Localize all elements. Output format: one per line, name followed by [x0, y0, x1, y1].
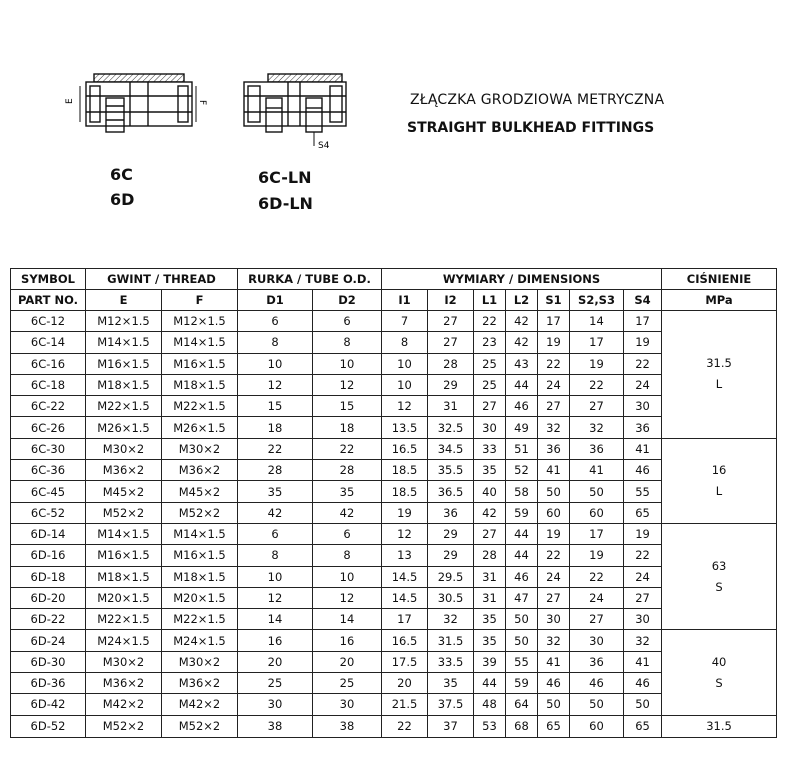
table-cell: 36: [538, 438, 570, 459]
table-cell: 28: [474, 545, 506, 566]
table-cell: 50: [506, 609, 538, 630]
table-cell: 22: [382, 715, 428, 737]
table-cell: 6: [313, 523, 382, 544]
table-cell: 30: [624, 609, 662, 630]
table-cell: M20×1.5: [162, 587, 238, 608]
table-cell: 14: [313, 609, 382, 630]
table-cell: 29: [428, 523, 474, 544]
table-cell: M14×1.5: [86, 523, 162, 544]
table-cell: M14×1.5: [86, 332, 162, 353]
table-cell: 6D-52: [11, 715, 86, 737]
table-cell: 50: [570, 694, 624, 715]
table-cell: 13: [382, 545, 428, 566]
table-cell: 12: [313, 587, 382, 608]
table-cell: 6: [238, 523, 313, 544]
table-cell: 47: [506, 587, 538, 608]
table-cell: 30: [570, 630, 624, 651]
table-cell: M36×2: [86, 460, 162, 481]
table-cell: M18×1.5: [162, 566, 238, 587]
table-cell: 41: [570, 460, 624, 481]
table-cell: 59: [506, 673, 538, 694]
dim-s4-label: S4: [318, 141, 330, 151]
table-cell: 44: [474, 673, 506, 694]
table-cell: 50: [538, 694, 570, 715]
figure-label-6c: 6C: [110, 165, 133, 184]
table-cell: 41: [624, 651, 662, 672]
table-cell: 18: [238, 417, 313, 438]
title-polish: ZŁĄCZKA GRODZIOWA METRYCZNA: [410, 92, 665, 108]
table-cell: 15: [313, 396, 382, 417]
table-row: [11, 311, 777, 332]
table-cell: 32: [538, 630, 570, 651]
table-cell: 25: [238, 673, 313, 694]
table-cell: 8: [313, 332, 382, 353]
table-cell: 31: [474, 587, 506, 608]
dim-f-label: F: [197, 100, 207, 106]
pressure-cell: [662, 438, 777, 523]
table-cell: M16×1.5: [86, 353, 162, 374]
figure-label-6d: 6D: [110, 190, 135, 209]
table-cell: 18.5: [382, 481, 428, 502]
table-cell: M16×1.5: [162, 353, 238, 374]
table-cell: 12: [238, 587, 313, 608]
table-cell: 22: [538, 353, 570, 374]
table-cell: 46: [570, 673, 624, 694]
table-cell: 35: [238, 481, 313, 502]
table-cell: 6C-22: [11, 396, 86, 417]
table-cell: 6C-26: [11, 417, 86, 438]
table-cell: 27: [570, 396, 624, 417]
table-cell: M20×1.5: [86, 587, 162, 608]
table-cell: 55: [624, 481, 662, 502]
table-cell: 33.5: [428, 651, 474, 672]
table-cell: 22: [570, 566, 624, 587]
table-cell: 35: [474, 609, 506, 630]
table-cell: M24×1.5: [86, 630, 162, 651]
table-cell: 17: [570, 332, 624, 353]
header-s4: S4: [624, 290, 662, 311]
table-cell: 42: [474, 502, 506, 523]
table-cell: 29: [428, 545, 474, 566]
table-cell: M22×1.5: [86, 609, 162, 630]
table-cell: M52×2: [162, 715, 238, 737]
table-cell: 24: [624, 374, 662, 395]
table-cell: M12×1.5: [86, 311, 162, 332]
table-cell: 65: [624, 502, 662, 523]
table-cell: 6D-42: [11, 694, 86, 715]
table-cell: 60: [538, 502, 570, 523]
table-cell: 28: [428, 353, 474, 374]
table-cell: 41: [624, 438, 662, 459]
fitting-6c-drawing: [80, 74, 196, 132]
table-cell: M18×1.5: [86, 374, 162, 395]
header-i1: I1: [382, 290, 428, 311]
table-cell: 32.5: [428, 417, 474, 438]
table-cell: 10: [382, 353, 428, 374]
table-cell: 6C-52: [11, 502, 86, 523]
pressure-value: 31.5: [706, 356, 732, 371]
table-cell: 19: [624, 523, 662, 544]
table-cell: 43: [506, 353, 538, 374]
header-f: F: [162, 290, 238, 311]
dim-e-label: E: [65, 98, 75, 104]
table-cell: 49: [506, 417, 538, 438]
pressure-value: 16: [711, 462, 727, 477]
pressure-value: 63: [711, 558, 727, 573]
table-cell: 6D-30: [11, 651, 86, 672]
table-cell: 60: [570, 502, 624, 523]
pressure-value: 40: [711, 654, 727, 669]
table-cell: 27: [474, 396, 506, 417]
table-cell: 8: [238, 332, 313, 353]
title-english: STRAIGHT BULKHEAD FITTINGS: [407, 120, 655, 136]
table-cell: M18×1.5: [162, 374, 238, 395]
table-cell: 20: [238, 651, 313, 672]
table-cell: 44: [506, 523, 538, 544]
table-cell: 8: [238, 545, 313, 566]
table-cell: 18.5: [382, 460, 428, 481]
table-cell: 27: [538, 396, 570, 417]
table-cell: 6C-36: [11, 460, 86, 481]
header-pressure: CIŚNIENIE: [662, 269, 777, 290]
table-cell: 17: [570, 523, 624, 544]
table-cell: M36×2: [162, 460, 238, 481]
table-cell: 25: [474, 374, 506, 395]
table-cell: 50: [624, 694, 662, 715]
table-cell: 32: [428, 609, 474, 630]
table-cell: M22×1.5: [162, 609, 238, 630]
table-cell: 35.5: [428, 460, 474, 481]
table-cell: 27: [570, 609, 624, 630]
table-cell: M14×1.5: [162, 332, 238, 353]
header-tube: RURKA / TUBE O.D.: [238, 269, 382, 290]
table-cell: 6D-18: [11, 566, 86, 587]
table-cell: 36.5: [428, 481, 474, 502]
table-cell: M52×2: [86, 502, 162, 523]
table-cell: 12: [382, 396, 428, 417]
table-cell: 53: [474, 715, 506, 737]
table-cell: 31: [428, 396, 474, 417]
table-cell: M26×1.5: [86, 417, 162, 438]
table-cell: 6C-16: [11, 353, 86, 374]
table-cell: 30: [474, 417, 506, 438]
table-cell: 46: [506, 566, 538, 587]
table-cell: 37: [428, 715, 474, 737]
table-cell: 55: [506, 651, 538, 672]
table-cell: M30×2: [162, 438, 238, 459]
table-cell: M24×1.5: [162, 630, 238, 651]
header-s1: S1: [538, 290, 570, 311]
table-cell: 10: [313, 566, 382, 587]
table-cell: 30: [624, 396, 662, 417]
table-cell: 24: [624, 566, 662, 587]
table-cell: 41: [538, 651, 570, 672]
table-cell: 46: [624, 673, 662, 694]
table-cell: 22: [570, 374, 624, 395]
table-cell: M30×2: [86, 438, 162, 459]
table-cell: 16.5: [382, 630, 428, 651]
table-cell: 51: [506, 438, 538, 459]
table-cell: M22×1.5: [86, 396, 162, 417]
table-cell: 50: [570, 481, 624, 502]
table-cell: 6: [238, 311, 313, 332]
fittings-drawing: [60, 62, 360, 162]
table-cell: 23: [474, 332, 506, 353]
table-cell: 30: [538, 609, 570, 630]
table-cell: 59: [506, 502, 538, 523]
table-cell: 12: [313, 374, 382, 395]
table-cell: 16: [238, 630, 313, 651]
table-cell: 37.5: [428, 694, 474, 715]
table-cell: 28: [313, 460, 382, 481]
table-cell: 6D-14: [11, 523, 86, 544]
table-cell: 10: [313, 353, 382, 374]
table-row: [11, 438, 777, 459]
table-cell: 39: [474, 651, 506, 672]
table-cell: 14.5: [382, 587, 428, 608]
table-cell: 12: [238, 374, 313, 395]
table-cell: 36: [624, 417, 662, 438]
fittings-spec-table: [10, 268, 777, 738]
table-cell: 6: [313, 311, 382, 332]
table-cell: 50: [538, 481, 570, 502]
table-cell: 19: [538, 523, 570, 544]
table-cell: 44: [506, 545, 538, 566]
table-cell: 13.5: [382, 417, 428, 438]
table-cell: M42×2: [86, 694, 162, 715]
header-l1: L1: [474, 290, 506, 311]
table-cell: 6D-24: [11, 630, 86, 651]
pressure-class: S: [715, 579, 723, 594]
table-cell: 31: [474, 566, 506, 587]
table-cell: 42: [506, 332, 538, 353]
table-cell: 50: [506, 630, 538, 651]
header-d1: D1: [238, 290, 313, 311]
table-cell: 27: [624, 587, 662, 608]
table-cell: 41: [538, 460, 570, 481]
table-cell: 32: [570, 417, 624, 438]
table-cell: 17: [538, 311, 570, 332]
table-cell: 6D-22: [11, 609, 86, 630]
table-cell: M26×1.5: [162, 417, 238, 438]
table-cell: 30: [238, 694, 313, 715]
table-cell: 6C-18: [11, 374, 86, 395]
table-cell: 27: [538, 587, 570, 608]
table-cell: 44: [506, 374, 538, 395]
table-cell: 18: [313, 417, 382, 438]
table-cell: 22: [474, 311, 506, 332]
table-cell: 64: [506, 694, 538, 715]
header-i2: I2: [428, 290, 474, 311]
table-cell: 6C-45: [11, 481, 86, 502]
table-cell: 28: [238, 460, 313, 481]
table-cell: M18×1.5: [86, 566, 162, 587]
pressure-value: 31.5: [706, 718, 732, 733]
table-cell: M16×1.5: [86, 545, 162, 566]
table-cell: 6D-36: [11, 673, 86, 694]
table-cell: 6D-16: [11, 545, 86, 566]
table-cell: 52: [506, 460, 538, 481]
table-cell: M30×2: [162, 651, 238, 672]
table-cell: 17.5: [382, 651, 428, 672]
table-cell: 33: [474, 438, 506, 459]
table-cell: 35: [313, 481, 382, 502]
header-l2: L2: [506, 290, 538, 311]
table-cell: 36: [570, 651, 624, 672]
table-cell: 35: [474, 460, 506, 481]
table-cell: 30: [313, 694, 382, 715]
header-pressure-unit: MPa: [662, 290, 777, 311]
table-cell: 65: [538, 715, 570, 737]
table-cell: 10: [238, 566, 313, 587]
table-row: [11, 523, 777, 544]
table-cell: 17: [624, 311, 662, 332]
table-row: [11, 630, 777, 651]
table-cell: M16×1.5: [162, 545, 238, 566]
table-cell: 21.5: [382, 694, 428, 715]
table-cell: 6D-20: [11, 587, 86, 608]
table-cell: 19: [624, 332, 662, 353]
table-cell: 35: [428, 673, 474, 694]
table-cell: 60: [570, 715, 624, 737]
table-cell: 20: [313, 651, 382, 672]
table-cell: M42×2: [162, 694, 238, 715]
header-symbol: SYMBOL: [11, 269, 86, 290]
table-cell: 19: [382, 502, 428, 523]
table-cell: M45×2: [86, 481, 162, 502]
table-cell: M45×2: [162, 481, 238, 502]
table-cell: M30×2: [86, 651, 162, 672]
table-cell: 35: [474, 630, 506, 651]
table-cell: 30.5: [428, 587, 474, 608]
table-cell: 36: [428, 502, 474, 523]
table-cell: 14: [570, 311, 624, 332]
table-cell: 38: [313, 715, 382, 737]
table-cell: 36: [570, 438, 624, 459]
table-cell: 14.5: [382, 566, 428, 587]
pressure-cell: [662, 523, 777, 629]
pressure-class: S: [715, 675, 723, 690]
header-s2-s3: S2,S3: [570, 290, 624, 311]
table-cell: 14: [238, 609, 313, 630]
fitting-6c-ln-drawing: [244, 74, 346, 146]
table-cell: 31.5: [428, 630, 474, 651]
table-cell: 19: [538, 332, 570, 353]
table-cell: 25: [474, 353, 506, 374]
table-cell: 32: [624, 630, 662, 651]
table-cell: 8: [313, 545, 382, 566]
table-cell: 38: [238, 715, 313, 737]
table-cell: M52×2: [86, 715, 162, 737]
header-e: E: [86, 290, 162, 311]
table-cell: 25: [313, 673, 382, 694]
table-cell: 27: [428, 311, 474, 332]
table-cell: M14×1.5: [162, 523, 238, 544]
pressure-cell: [662, 715, 777, 737]
table-cell: 48: [474, 694, 506, 715]
table-cell: 6C-14: [11, 332, 86, 353]
header-thread: GWINT / THREAD: [86, 269, 238, 290]
table-cell: 15: [238, 396, 313, 417]
table-cell: 24: [538, 566, 570, 587]
table-cell: 29.5: [428, 566, 474, 587]
table-cell: 22: [313, 438, 382, 459]
spec-table-body: [11, 311, 777, 738]
pressure-class: L: [715, 483, 723, 498]
table-cell: 19: [570, 545, 624, 566]
table-cell: 22: [238, 438, 313, 459]
table-cell: 29: [428, 374, 474, 395]
table-cell: 22: [624, 353, 662, 374]
table-cell: 6C-12: [11, 311, 86, 332]
table-cell: 46: [506, 396, 538, 417]
table-cell: 22: [538, 545, 570, 566]
table-cell: 7: [382, 311, 428, 332]
table-cell: 42: [506, 311, 538, 332]
pressure-class: L: [715, 377, 723, 392]
table-cell: 22: [624, 545, 662, 566]
table-cell: 58: [506, 481, 538, 502]
table-cell: M52×2: [162, 502, 238, 523]
table-cell: 16.5: [382, 438, 428, 459]
table-cell: 8: [382, 332, 428, 353]
table-cell: 34.5: [428, 438, 474, 459]
table-cell: 20: [382, 673, 428, 694]
figure-label-6d-ln: 6D-LN: [258, 194, 313, 213]
table-cell: 24: [570, 587, 624, 608]
pressure-cell: [662, 630, 777, 715]
header-d2: D2: [313, 290, 382, 311]
table-cell: 6C-30: [11, 438, 86, 459]
table-cell: M36×2: [162, 673, 238, 694]
table-cell: 32: [538, 417, 570, 438]
table-cell: 42: [238, 502, 313, 523]
table-cell: 27: [474, 523, 506, 544]
table-cell: 12: [382, 523, 428, 544]
table-cell: 46: [538, 673, 570, 694]
table-cell: 27: [428, 332, 474, 353]
table-row: [11, 715, 777, 737]
figure-label-6c-ln: 6C-LN: [258, 168, 312, 187]
table-cell: 65: [624, 715, 662, 737]
table-cell: 10: [238, 353, 313, 374]
pressure-cell: [662, 311, 777, 439]
table-cell: 17: [382, 609, 428, 630]
header-part-no: PART NO.: [11, 290, 86, 311]
table-cell: 19: [570, 353, 624, 374]
table-cell: 40: [474, 481, 506, 502]
table-cell: 42: [313, 502, 382, 523]
table-cell: M36×2: [86, 673, 162, 694]
table-cell: M22×1.5: [162, 396, 238, 417]
table-cell: 24: [538, 374, 570, 395]
header-dimensions: WYMIARY / DIMENSIONS: [382, 269, 662, 290]
table-cell: 16: [313, 630, 382, 651]
table-cell: M12×1.5: [162, 311, 238, 332]
table-cell: 68: [506, 715, 538, 737]
table-cell: 46: [624, 460, 662, 481]
table-cell: 10: [382, 374, 428, 395]
